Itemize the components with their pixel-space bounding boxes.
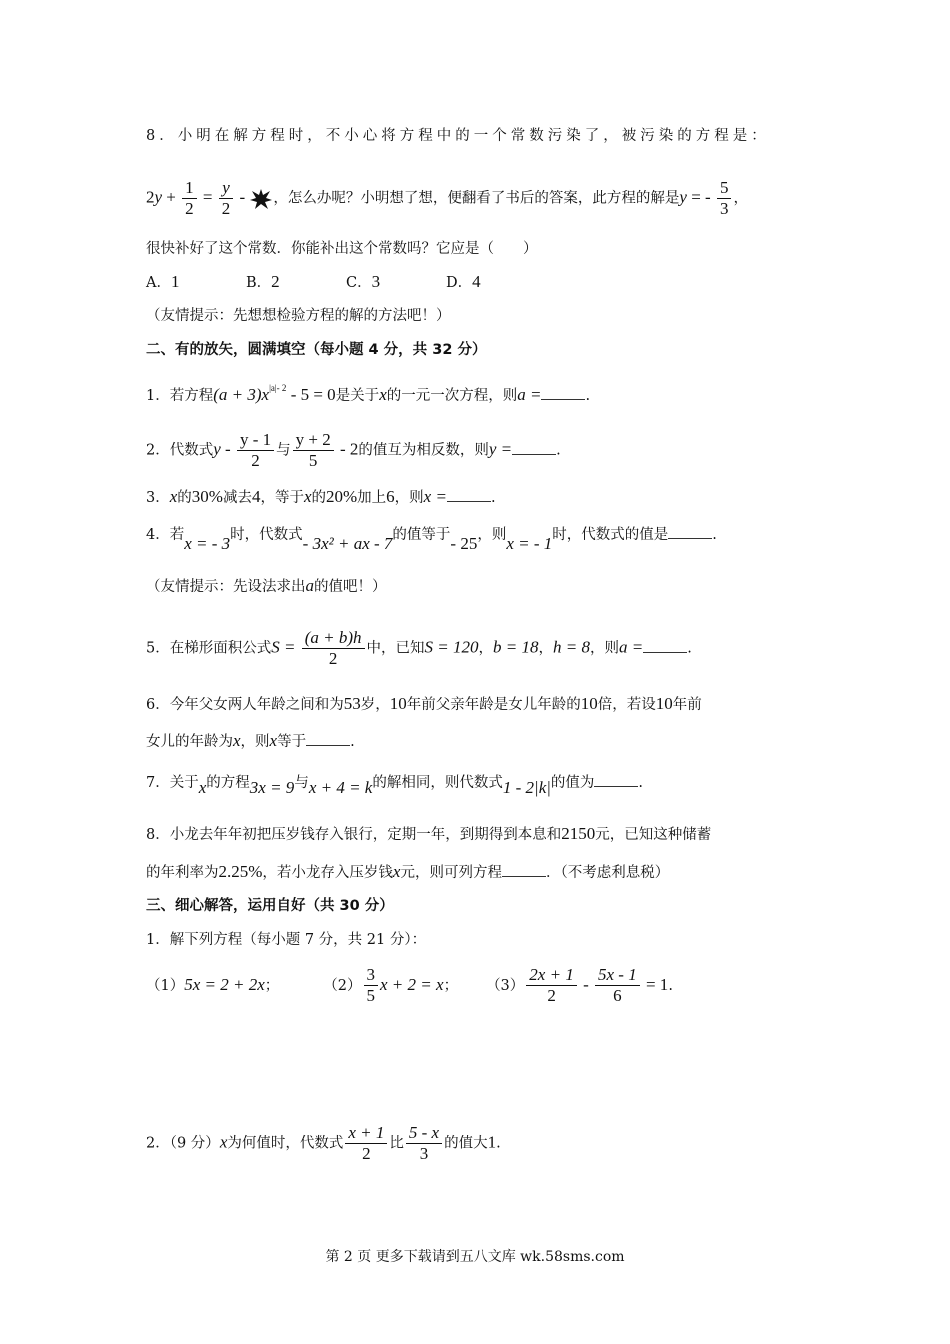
- text: 的方程: [206, 775, 250, 791]
- text: ，则: [589, 640, 619, 657]
- text: 中，已知: [366, 640, 425, 657]
- text: 与: [294, 775, 309, 791]
- frac-den: 3: [419, 1144, 429, 1163]
- frac-den: 2: [362, 1144, 371, 1163]
- s3-question-2: [146, 1123, 501, 1164]
- text: 2．（9 分）: [146, 1135, 220, 1152]
- text: 5．在梯形面积公式: [146, 640, 272, 657]
- text: ，: [478, 640, 493, 657]
- s2-question-1: [146, 378, 590, 406]
- text: 3．: [146, 490, 170, 506]
- s2-question-2: [146, 430, 561, 471]
- math: S = 120: [424, 637, 479, 657]
- text: ，则: [240, 734, 270, 750]
- option-label: D．: [446, 275, 473, 291]
- text: （3）: [486, 977, 525, 994]
- section-2-heading: 二、有的放矢，圆满填空（每小题 4 分，共 32 分）: [146, 342, 487, 358]
- fraction: [293, 430, 334, 471]
- text: 的值吧！）: [314, 579, 387, 595]
- fraction: [406, 1123, 442, 1164]
- answer-blank[interactable]: [306, 733, 350, 746]
- text: 是关于: [335, 388, 380, 404]
- math: x: [169, 487, 178, 506]
- math: a =: [618, 637, 644, 657]
- question-8-options: [146, 272, 546, 293]
- text: .: [668, 977, 673, 994]
- frac-num: 5 - x: [406, 1123, 442, 1144]
- text: .: [712, 527, 717, 543]
- text: ，则: [477, 527, 507, 543]
- text: 4．若: [146, 527, 185, 543]
- text: 的值互为相反数，则: [358, 442, 489, 459]
- math: 1 - 2|k|: [502, 778, 551, 797]
- text: 8．小龙去年年初把压岁钱存入银行，定期一年，到期得到本息和: [146, 827, 562, 843]
- frac-num: 5x - 1: [595, 965, 640, 986]
- text: 时，代数式: [230, 527, 303, 543]
- math: x = - 1: [506, 534, 553, 553]
- math: y -: [213, 439, 235, 459]
- eq-coef: 2: [146, 187, 155, 207]
- question-8-hint: （友情提示：先想想检验方程的解的方法吧！）: [146, 308, 451, 324]
- option-label: B．: [246, 275, 272, 291]
- math: x: [219, 1132, 228, 1152]
- fraction: [302, 628, 365, 669]
- math: 1: [487, 1132, 497, 1152]
- text: 为何值时，代数式: [227, 1135, 344, 1152]
- q8-mid-text: ，怎么办呢？小明想了想，便翻看了书后的答案，此方程的解是: [273, 190, 680, 207]
- frac-den: 2: [547, 986, 556, 1005]
- math: x + 2 = x: [380, 974, 444, 994]
- s2-question-8-line2: [146, 862, 669, 883]
- fraction: [526, 965, 577, 1006]
- option-label: C．: [346, 275, 372, 291]
- answer-blank[interactable]: [643, 640, 687, 653]
- text: 倍，若设: [597, 697, 656, 713]
- part-1: [146, 974, 280, 994]
- math: 10: [389, 694, 407, 713]
- math: = 1: [641, 974, 669, 994]
- exponent: |a|- 2: [269, 383, 287, 393]
- math: 10: [580, 694, 598, 713]
- fraction: [364, 965, 379, 1006]
- text: .: [350, 734, 355, 750]
- math: x: [233, 731, 241, 750]
- math: - 3x² + ax - 7: [302, 534, 393, 553]
- text: 的解相同，则代数式: [372, 775, 503, 791]
- question-8-line3: 很快补好了这个常数．你能补出这个常数吗？它应是（ ）: [146, 241, 538, 257]
- s2-question-7: [146, 772, 644, 797]
- text: 与: [276, 442, 291, 459]
- frac-num: 5: [717, 178, 732, 199]
- sol-var: y: [679, 187, 687, 207]
- text: 的: [311, 490, 326, 506]
- sol-end: ，: [733, 190, 748, 207]
- s2-question-5: [146, 628, 692, 669]
- frac-num: y + 2: [293, 430, 334, 451]
- text: .: [638, 775, 644, 791]
- frac-den: 2: [185, 199, 194, 218]
- text: .: [556, 442, 561, 459]
- answer-blank[interactable]: [512, 442, 556, 455]
- text: 的值大: [444, 1135, 488, 1152]
- text: 减去: [222, 490, 252, 506]
- math: - 25: [450, 534, 478, 553]
- math: 20%: [326, 487, 358, 506]
- answer-blank[interactable]: [447, 489, 491, 502]
- math: 30%: [191, 487, 223, 506]
- math: 2150: [561, 824, 596, 843]
- math: S =: [271, 637, 300, 657]
- part-3: [486, 965, 673, 1005]
- frac-den: 6: [613, 986, 622, 1005]
- option-value: 2: [271, 272, 280, 291]
- math: y =: [488, 439, 513, 459]
- s2-question-6-line1: [146, 694, 702, 715]
- question-8-line1: 8．小明在解方程时，不小心将方程中的一个常数污染了，被污染的方程是：: [146, 128, 770, 144]
- text: 女儿的年龄为: [146, 734, 233, 750]
- frac-den: 2: [251, 451, 260, 470]
- text: ，若小龙存入压岁钱: [262, 865, 393, 881]
- frac-den: 5: [308, 451, 318, 470]
- text: ．（不考虑利息税）: [545, 865, 670, 881]
- fraction: [595, 965, 640, 1006]
- part-2: [323, 965, 459, 1005]
- math: - 2: [335, 439, 359, 459]
- option-d[interactable]: [446, 272, 546, 293]
- fraction-one-half: [182, 178, 197, 219]
- text: 等于: [277, 734, 307, 750]
- frac-den: 2: [221, 199, 231, 218]
- frac-num: 1: [182, 178, 197, 199]
- text: 年前: [672, 697, 702, 713]
- text: 2．代数式: [146, 442, 214, 459]
- math: 10: [655, 694, 673, 713]
- s3-question-1-parts: [146, 965, 673, 1006]
- math: x =: [423, 487, 447, 506]
- option-value: 1: [170, 272, 180, 291]
- s3-question-1-title: 1．解下列方程（每小题 7 分，共 21 分）：: [146, 932, 427, 948]
- text: （1）: [146, 977, 185, 994]
- text: ，等于: [260, 490, 304, 506]
- sol-eq: = -: [686, 187, 715, 207]
- math: h = 8: [552, 637, 590, 657]
- math: x: [303, 487, 312, 506]
- text: （2）: [323, 977, 362, 994]
- math: 3x = 9: [249, 778, 295, 797]
- text: 元，则可列方程: [400, 865, 502, 881]
- question-8-equation-line: [146, 178, 748, 219]
- option-value: 4: [472, 272, 481, 291]
- math: x: [198, 778, 207, 797]
- s2-question-8-line1: [146, 824, 711, 845]
- text: .: [585, 388, 591, 404]
- frac-den: 3: [719, 199, 729, 218]
- eq-sign: =: [198, 187, 217, 207]
- option-value: 3: [371, 272, 381, 291]
- text: 的一元一次方程，则: [386, 388, 518, 404]
- text: ；: [443, 977, 459, 994]
- text: .: [687, 640, 692, 657]
- text: （友情提示：先设法求出: [146, 579, 306, 595]
- page-footer: 第 2 页 更多下载请到五八文库 wk.58sms.com: [325, 1249, 625, 1265]
- text: 的年利率为: [146, 865, 219, 881]
- math: - 5 = 0: [286, 385, 336, 404]
- frac-num: y: [219, 178, 234, 199]
- frac-den: 2: [328, 649, 338, 668]
- option-c[interactable]: [346, 272, 446, 293]
- fraction-five-thirds: [717, 178, 732, 219]
- math: b = 18: [493, 637, 539, 657]
- fraction-y-half: [219, 178, 234, 219]
- frac-num: y - 1: [237, 430, 274, 451]
- s2-question-4: [146, 524, 717, 553]
- text: ，则: [394, 490, 424, 506]
- s2-question-3: [146, 487, 496, 508]
- section-3-heading: 三、细心解答，运用自好（共 30 分）: [146, 898, 394, 914]
- text: 岁，: [360, 697, 390, 713]
- ink-blot-icon: [249, 188, 273, 210]
- math: 2.25%: [218, 862, 263, 881]
- math: x = - 3: [184, 534, 231, 553]
- answer-blank[interactable]: [594, 774, 638, 787]
- math: 6: [386, 487, 395, 506]
- s2-question-6-line2: [146, 731, 355, 752]
- text: 7．关于: [146, 775, 199, 791]
- eq-var: y: [154, 187, 163, 207]
- math: 53: [343, 694, 361, 713]
- frac-num: 2x + 1: [526, 965, 577, 986]
- math: (a + 3)x: [213, 385, 270, 404]
- frac-num: x + 1: [345, 1123, 387, 1144]
- math: -: [578, 974, 593, 994]
- math: a: [305, 576, 314, 595]
- text: 1．若方程: [146, 388, 214, 404]
- math: 4: [251, 487, 261, 506]
- text: 6．今年父女两人年龄之间和为: [146, 697, 344, 713]
- eq-minus: -: [235, 187, 250, 207]
- text: 加上: [357, 490, 387, 506]
- text: 比: [389, 1135, 404, 1152]
- answer-blank[interactable]: [502, 864, 546, 877]
- text: 的: [177, 490, 192, 506]
- fraction: [345, 1123, 387, 1164]
- text: .: [490, 490, 496, 506]
- fraction: [237, 430, 274, 471]
- math: 5x = 2 + 2x: [184, 974, 265, 994]
- option-a[interactable]: [146, 272, 246, 293]
- text: ，: [538, 640, 553, 657]
- option-label: A．: [146, 275, 171, 291]
- text: ；: [264, 977, 280, 994]
- math: x: [392, 862, 401, 881]
- text: 时，代数式的值是: [552, 527, 669, 543]
- text: .: [496, 1135, 501, 1152]
- frac-den: 5: [366, 986, 376, 1005]
- math: x: [269, 731, 278, 750]
- math: x: [379, 385, 387, 404]
- math: a =: [517, 385, 542, 404]
- text: 年前父亲年龄是女儿年龄的: [406, 697, 581, 713]
- answer-blank[interactable]: [541, 387, 585, 400]
- s2-hint: [146, 576, 387, 597]
- math: x + 4 = k: [308, 778, 373, 797]
- text: 的值等于: [392, 527, 451, 543]
- answer-blank[interactable]: [668, 526, 712, 539]
- text: 元，已知这种储蓄: [595, 827, 712, 843]
- text: 的值为: [550, 775, 595, 791]
- frac-num: (a + b)h: [302, 628, 365, 649]
- frac-num: 3: [364, 965, 379, 986]
- option-b[interactable]: [246, 272, 346, 293]
- eq-plus: +: [162, 187, 181, 207]
